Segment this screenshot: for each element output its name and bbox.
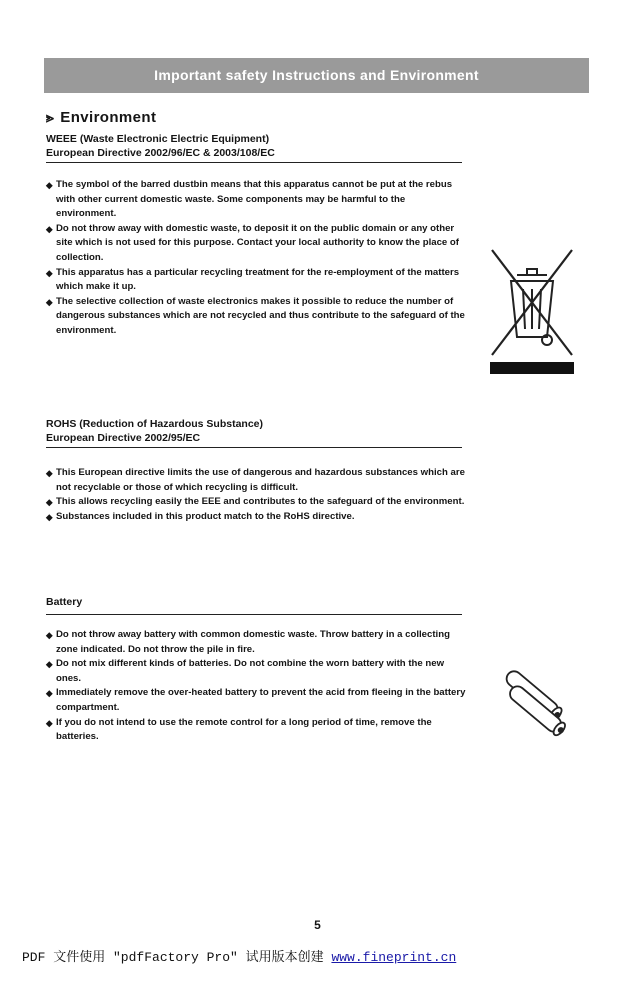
footer [22,946,456,965]
list-item: ◆ Do not throw away battery with common domestic waste. Throw battery in a collecting zone indicated. Do not throw the pile in fire. [46,629,450,655]
list-item: ◆ Do not throw away with domestic waste, to deposit it on the public domain or any other site which is not used for this purpose. Contact your local authority to know the place of collection. [46,222,459,263]
page-number: 5 [314,918,321,932]
section-header-bar [44,58,589,93]
weee-title: WEEE (Waste Electronic Electric Equipment) [46,133,270,145]
list-item: ◆ Substances included in this product match to the RoHS directive. [46,510,466,525]
footer-text: PDF 文件使用 "pdfFactory Pro" 试用版本创建 [22,950,332,965]
diamond-bullet-icon: ◆ [46,223,53,234]
divider [46,162,462,163]
divider [46,614,462,615]
diamond-bullet-icon: ◆ [46,468,53,478]
list-item: ◆ This apparatus has a particular recycling treatment for the re-employment of the matters which make it up. [46,266,460,293]
crossed-out-wheelie-bin-icon [487,245,577,375]
diamond-bullet-icon: ◆ [46,717,53,728]
divider [46,447,462,448]
footer-link[interactable]: www.fineprint.cn [331,950,457,965]
list-item: ◆ Immediately remove the over-heated battery to prevent the acid from fleeing in the battery compartment. [46,687,466,713]
list-item: ◆ Do not mix different kinds of batteries. Do not combine the worn battery with the new ones. [46,658,445,684]
battery-bullet-list [46,628,466,745]
list-item: ◆ If you do not intend to use the remote control for a long period of time, remove the batteries. [46,716,432,743]
list-item: ◆ This allows recycling easily the EEE and contributes to the safeguard of the environment. [46,495,466,510]
rohs-bullet-list [46,466,466,524]
diamond-bullet-icon: ◆ [46,511,53,522]
double-arrow-icon: ⪢ [46,109,55,125]
list-item: ◆ The symbol of the barred dustbin means that this apparatus cannot be put at the rebus with other current domestic waste. Some components may be harmful to the environment. [46,179,453,220]
diamond-bullet-icon: ◆ [46,180,53,190]
diamond-bullet-icon: ◆ [46,497,53,508]
environment-heading [46,109,156,126]
diamond-bullet-icon: ◆ [46,296,53,307]
rohs-title: ROHS (Reduction of Hazardous Substance) [46,418,264,430]
environment-heading-text: Environment [60,109,157,126]
diamond-bullet-icon: ◆ [46,267,53,278]
diamond-bullet-icon: ◆ [46,630,53,640]
battery-title: Battery [46,596,83,608]
diamond-bullet-icon: ◆ [46,659,53,670]
list-item: ◆ The selective collection of waste electronics makes it possible to reduce the number of dangerous substances which are not recycled and thus contribute to the safeguard of the environment. [46,295,465,336]
rohs-directive: European Directive 2002/95/EC [46,432,201,444]
list-item: ◆ This European directive limits the use of dangerous and hazardous substances which are not recyclable or those of which recycling is difficult. [46,467,465,493]
environment-bullet-list [46,178,466,339]
diamond-bullet-icon: ◆ [46,688,53,699]
section-header-title: Important safety Instructions and Environment [154,67,479,83]
weee-directive: European Directive 2002/96/EC & 2003/108/EC [46,147,275,159]
batteries-icon [480,658,580,738]
